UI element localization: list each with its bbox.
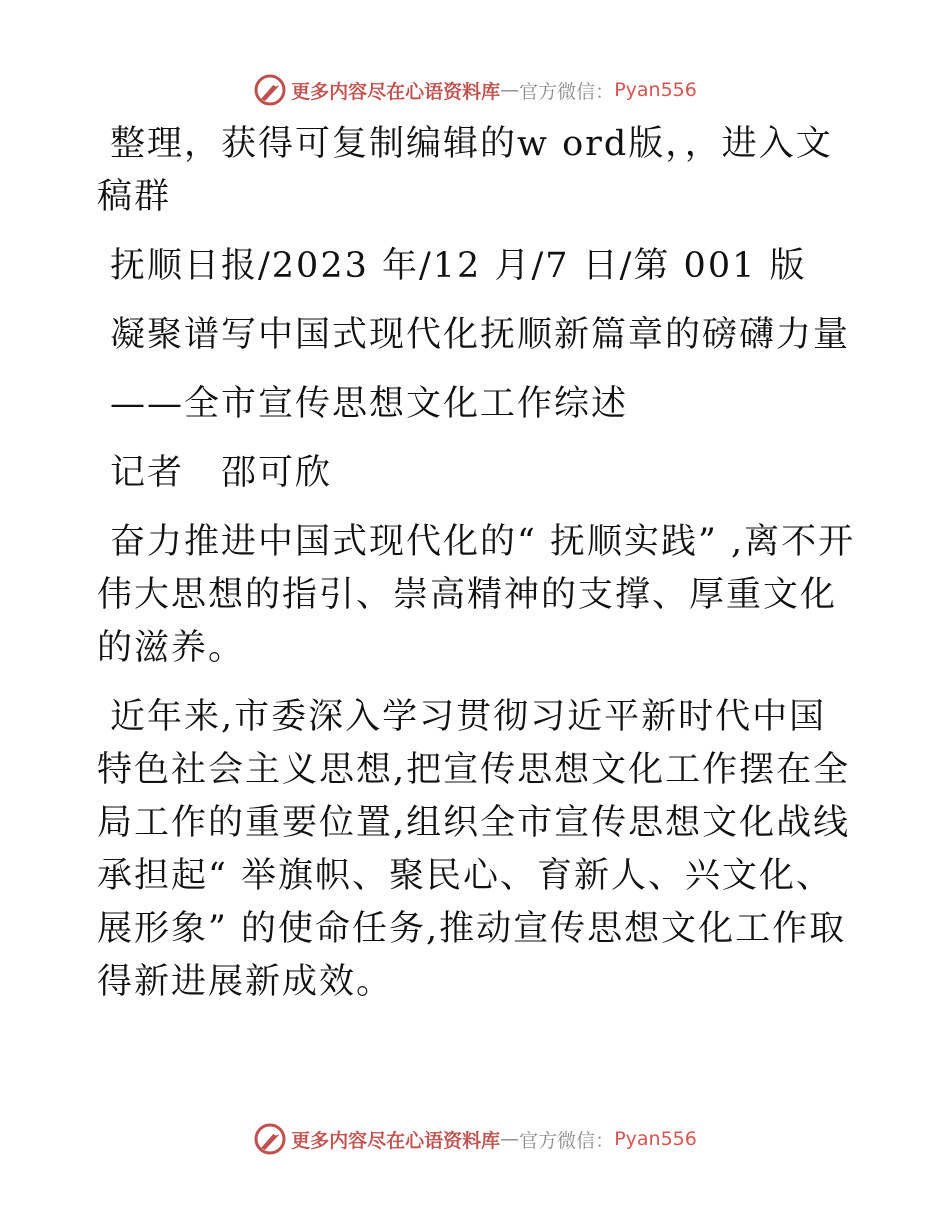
watermark-dash: — bbox=[500, 79, 520, 101]
footer-watermark bbox=[0, 1119, 950, 1159]
watermark-wechat-label: 官方微信： bbox=[519, 1129, 615, 1152]
document-body bbox=[97, 118, 857, 1025]
header-watermark bbox=[0, 70, 950, 110]
watermark-wechat-id: Pyan556 bbox=[614, 79, 697, 101]
paragraph-body-1: 奋力推进中国式现代化的“ 抚顺实践” ,离不开伟大思想的指引、崇高精神的支撑、厚重文化的滋养。 bbox=[97, 522, 856, 668]
pen-logo-icon bbox=[253, 73, 287, 107]
watermark-text: 更多内容尽在心语资料库 bbox=[291, 80, 501, 103]
watermark-wechat-label: 官方微信： bbox=[519, 80, 615, 103]
paragraph-source: 抚顺日报/2023 年/12 月/7 日/第 001 版 bbox=[110, 246, 807, 286]
watermark-dash: — bbox=[500, 1128, 520, 1150]
watermark-wechat-id: Pyan556 bbox=[614, 1128, 697, 1150]
watermark-text: 更多内容尽在心语资料库 bbox=[291, 1129, 501, 1152]
pen-logo-icon bbox=[253, 1122, 287, 1156]
paragraph-intro: 整理，获得可复制编辑的w ord版，，进入文稿群 bbox=[97, 124, 833, 217]
article-title: 凝聚谱写中国式现代化抚顺新篇章的磅礴力量 bbox=[110, 315, 851, 355]
paragraph-body-2: 近年来,市委深入学习贯彻习近平新时代中国特色社会主义思想,把宣传思想文化工作摆在全局工作的重要位置,组织全市宣传思想文化战线承担起“ 举旗帜、聚民心、育新人、兴文化、展形象” 的使命任务,推动宣传思想文化工作取得新进展新成效。 bbox=[97, 697, 851, 1002]
article-subtitle: ——全市宣传思想文化工作综述 bbox=[110, 384, 629, 424]
article-byline: 记者 邵可欣 bbox=[110, 453, 333, 493]
